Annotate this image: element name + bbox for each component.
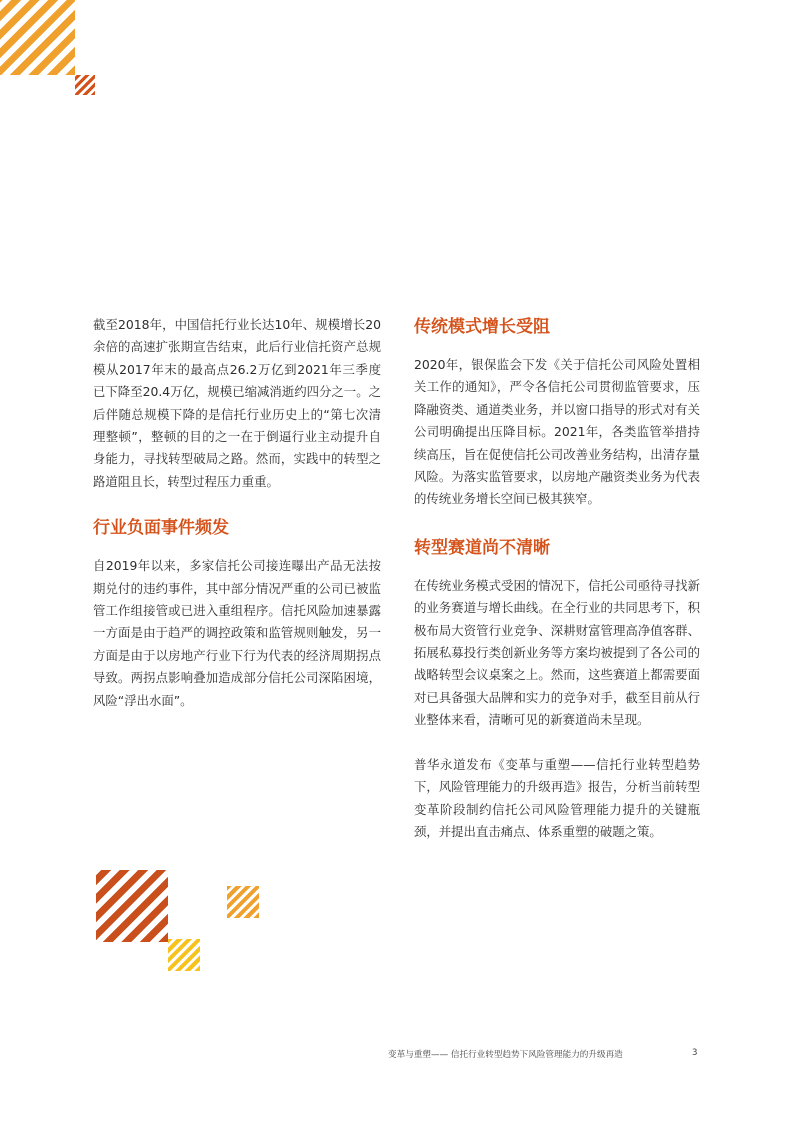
left-column	[93, 314, 381, 712]
section-heading-transformation-track: 转型赛道尚不清晰	[414, 537, 550, 558]
transformation-track-paragraph: 在传统业务模式受困的情况下，信托公司亟待寻找新的业务赛道与增长曲线。在全行业的共同思考下，积极布局大资管行业竞争、深耕财富管理高净值客群、拓展私募投行类创新业务等方案均被提到了各公司的战略转型会议桌案之上。然而，这些赛道上都需要面对已具备强大品牌和实力的竞争对手，截至目前从行业整体来看，清晰可见的新赛道尚未呈现。	[414, 577, 700, 728]
traditional-model-paragraph: 2020年，银保监会下发《关于信托公司风险处置相关工作的通知》，严令各信托公司贯彻监管要求，压降融资类、通道类业务，并以窗口指导的形式对有关公司明确提出压降目标。2021年，各类监管举措持续高压，旨在促使信托公司改善业务结构，出清存量风险。为落实监管要求，以房地产融资类业务为代表的传统业务增长空间已极其狭窄。	[414, 357, 700, 507]
footer-title: 变革与重塑—— 信托行业转型趋势下风险管理能力的升级再造	[388, 1050, 623, 1060]
intro-paragraph: 截至2018年，中国信托行业长达10年、规模增长20余倍的高速扩张期宣告结束，此后行业信托资产总规模从2017年末的最高点26.2万亿到2021年三季度已下降至20.4万亿，规模已缩减消逝约四分之一。之后伴随总规模下降的是信托行业历史上的“第七次清理整顿”，整顿的目的之一在于倒逼行业主动提升自身能力，寻找转型破局之路。然而，实践中的转型之路道阻且长，转型过程压力重重。	[93, 317, 381, 489]
page-number: 3	[692, 1048, 698, 1058]
section-heading-traditional-model: 传统模式增长受阻	[414, 317, 550, 337]
decorative-stripe-block-small	[168, 939, 200, 971]
decorative-stripe-block	[96, 870, 168, 942]
decorative-stripe-block	[0, 0, 75, 75]
right-column	[414, 314, 700, 843]
decorative-stripe-block-small	[75, 75, 95, 95]
section-heading-negative-events: 行业负面事件频发	[93, 518, 229, 539]
report-intro-paragraph: 普华永道发布《变革与重塑——信托行业转型趋势下，风险管理能力的升级再造》报告，分析当前转型变革阶段制约信托公司风险管理能力提升的关键瓶颈，并提出直击痛点、体系重塑的破题之策。	[414, 756, 700, 839]
negative-events-paragraph: 自2019年以来，多家信托公司接连曝出产品无法按期兑付的违约事件，其中部分情况严重的公司已被监管工作组接管或已进入重组程序。信托风险加速暴露一方面是由于趋严的调控政策和监管规则触发，另一方面是由于以房地产行业下行为代表的经济周期拐点导致。两拐点影响叠加造成部分信托公司深陷困境，风险“浮出水面”。	[93, 558, 381, 708]
decorative-stripe-block-small	[227, 886, 259, 918]
